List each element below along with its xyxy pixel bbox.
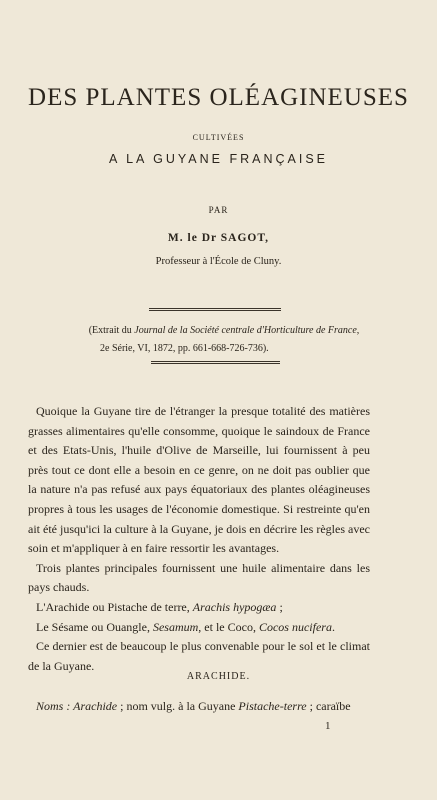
paragraph-arachide: L'Arachide ou Pistache de terre, Arachis hypogæa ;: [36, 599, 283, 614]
names-label: Noms : Arachide: [36, 699, 118, 713]
subtitle: A LA GUYANE FRANÇAISE: [108, 152, 329, 166]
by-label: PAR: [208, 205, 229, 215]
divider-bottom: [151, 361, 280, 364]
page-folio: 1: [325, 720, 331, 732]
section-heading: ARACHIDE.: [186, 671, 251, 682]
names-line: Noms : Arachide ; nom vulg. à la Guyane Pistache-terre ; caraïbe: [36, 699, 351, 713]
source-citation: [28, 322, 420, 358]
paragraph-plants: Trois plantes principales fournissent une huile alimentaire dans les pays chauds.: [28, 560, 370, 595]
citation-series: 2e Série, VI, 1872, pp. 661-668-726-736).: [100, 343, 269, 354]
document-title: DES PLANTES OLÉAGINEUSES: [28, 84, 409, 111]
author-name: M. le Dr SAGOT,: [167, 232, 270, 244]
paragraph-coco: Ce dernier est de beaucoup le plus convenable pour le sol et le climat de la Guyane.: [28, 639, 370, 673]
body-text: [28, 402, 370, 676]
citation-prefix: (Extrait du: [88, 325, 135, 336]
paragraph-sesame: Le Sésame ou Ouangle, Sesamum, et le Coco, Cocos nucifera.: [36, 619, 335, 634]
divider-top: [149, 308, 281, 311]
citation-journal: Journal de la Société centrale d'Horticulture de France,: [134, 325, 360, 336]
paragraph-intro: Quoique la Guyane tire de l'étranger la presque totalité des matières grasses alimentaires qu'elle consomme, quoique le saindoux de France et des Etats-Unis, l'huile d'Olive de Marseille, lui fournissent à peu près tout ce dont elle a besoin en ce genre, on ne doit pas oublier que la nature n'a pas refusé aux pays équatoriaux des plantes oléagineuses propres à tous les usages de l'économie domestique. Si restreinte qu'en ait été jusqu'ici la culture à la Guyane, je dois en décrire les règles avec soin et m'appliquer à en faire ressortir les avantages.: [28, 404, 370, 556]
author-role: Professeur à l'École de Cluny.: [155, 256, 282, 267]
subtitle-small: CULTIVÉES: [192, 133, 245, 142]
